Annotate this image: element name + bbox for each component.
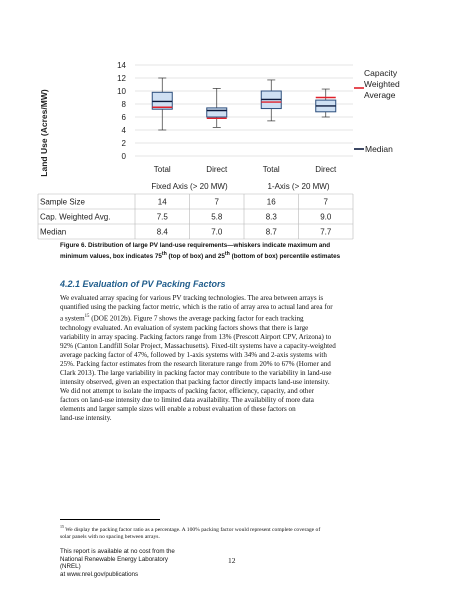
box-plot [152, 78, 172, 130]
y-tick-label: 2 [121, 139, 126, 148]
footnote: $^{15}$ We display the packing factor ratio as a percentage. A 100% packing factor would represent complete coverage of solar panels with no spacing between arrays. [60, 524, 321, 541]
legend-label-median: Median [365, 144, 393, 154]
table-row-label: Cap. Weighted Avg. [40, 212, 111, 222]
page-footer: This report is available at no cost from the National Renewable Energy Laboratory (NREL) at www.nrel.gov/publications [60, 548, 175, 578]
body-paragraph: We evaluated array spacing for various PV tracking technologies. The area between arrays is quantified using the packing factor metric, which is the ratio of array area to actual land area for a system$^{15}$ (DOE 2012b). Figure 7 shows the average packing factor for each tracking technology evaluated. An evaluation of system packing factors shows that there is large variability in array spacing. Packing factors range from 13% (Prescott Airport CPV, Arizona) to 92% (Canton Landfill Solar Project, Massachusetts). Fixed-tilt systems have a capacity-weighted average packing factor of 47%, followed by 1-axis systems with 34% and 2-axis systems with 25%. Packing factor estimates from the research literature range from 20% to 67% (Horner and Clark 2013). The large variability in packing factor may contribute to the variability in land-use intensity observed, given an expectation that packing factor directly impacts land-use intensity. We did not attempt to isolate the impacts of packing factor, efficiency, capacity, and other factors on land-use intensity due to limited data availability. The availability of more data elements and larger sample sizes will enable a robust evaluation of these factors on land-use intensity. [60, 294, 336, 422]
section-heading: 4.2.1 Evaluation of PV Packing Factors [60, 279, 226, 289]
x-category-label: Total [153, 165, 171, 174]
footnote-rule [60, 519, 160, 520]
page-number: 12 [228, 556, 236, 565]
box-plot [316, 89, 336, 117]
table-cell: 7.5 [156, 212, 168, 222]
box-plot [207, 88, 227, 127]
table-cell: 7 [323, 197, 328, 207]
y-tick-label: 14 [117, 61, 126, 70]
x-category-labels [154, 165, 337, 174]
table-cell: 14 [157, 197, 167, 207]
summary-table [38, 194, 353, 239]
table-cell: 8.3 [265, 212, 277, 222]
table-cell: 7.7 [320, 227, 332, 237]
land-use-box-chart [38, 55, 400, 240]
y-tick-label: 0 [121, 152, 126, 161]
table-row-label: Sample Size [40, 197, 85, 207]
table-cell: 8.7 [265, 227, 277, 237]
x-category-label: Direct [206, 165, 228, 174]
group-labels [151, 182, 329, 191]
y-tick-label: 6 [121, 113, 126, 122]
group-label: 1-Axis (> 20 MW) [267, 182, 330, 191]
y-tick-label: 8 [121, 100, 126, 109]
x-category-label: Direct [315, 165, 337, 174]
iqr-box [207, 108, 227, 117]
table-cell: 8.4 [156, 227, 168, 237]
table-row-label: Median [40, 227, 67, 237]
table-cell: 7.0 [211, 227, 223, 237]
box-plot [261, 80, 281, 121]
y-axis-label: Land Use (Acres/MW) [39, 89, 49, 177]
x-category-label: Total [262, 165, 280, 174]
table-cell: 16 [266, 197, 276, 207]
legend-label-cap-weighted: Capacity Weighted Average [364, 68, 400, 100]
table-cell: 7 [214, 197, 219, 207]
y-tick-labels [117, 61, 126, 161]
table-cell: 5.8 [211, 212, 223, 222]
figure-caption: Figure 6. Distribution of large PV land-use requirements—whiskers indicate maximum and minimum values, box indicates 75th (top of box) and 25th (bottom of box) percentile estimates [60, 242, 341, 261]
y-tick-label: 10 [117, 87, 126, 96]
table-cell: 9.0 [320, 212, 332, 222]
y-tick-label: 12 [117, 74, 126, 83]
group-label: Fixed Axis (> 20 MW) [151, 182, 228, 191]
chart-legend [354, 68, 400, 154]
y-tick-label: 4 [121, 126, 126, 135]
